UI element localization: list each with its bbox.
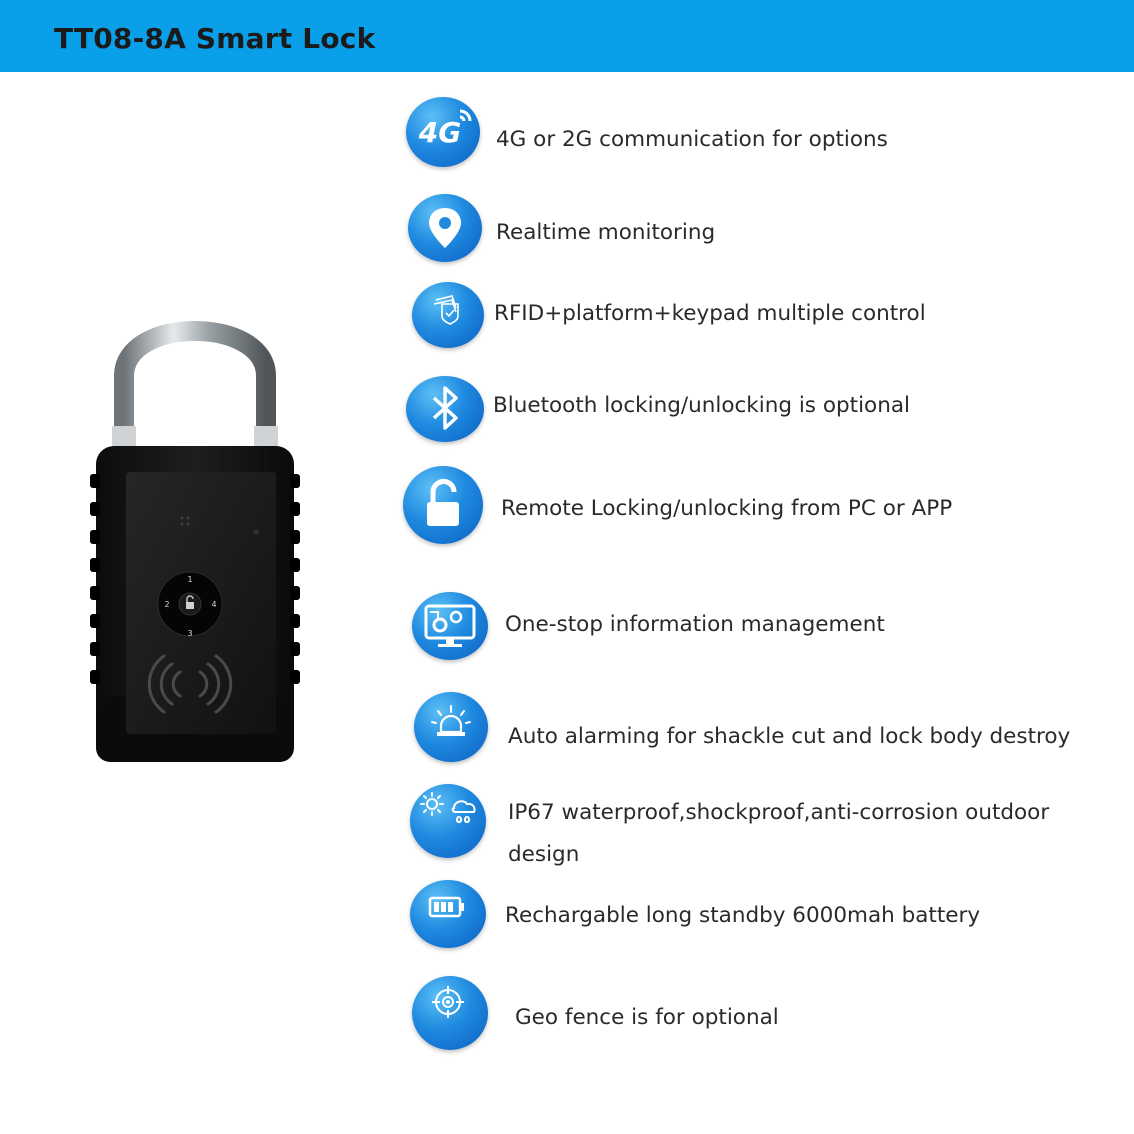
- smart-lock-product-image: [90, 296, 300, 766]
- keypad-key-4: 4: [211, 600, 217, 609]
- open-padlock-icon: [403, 466, 483, 544]
- keypad-key-3: 3: [187, 629, 193, 638]
- monitor-gears-icon: [412, 592, 488, 660]
- feature-text-battery: Rechargable long standby 6000mah battery: [505, 903, 981, 928]
- feature-text-rfid-control: RFID+platform+keypad multiple control: [494, 301, 926, 326]
- feature-text-geo-fence: Geo fence is for optional: [515, 1005, 779, 1030]
- feature-text-4g: 4G or 2G communication for options: [496, 127, 888, 152]
- feature-text-ip67: IP67 waterproof,shockproof,anti-corrosion outdoor design: [508, 800, 1050, 867]
- feature-text-auto-alarming: Auto alarming for shackle cut and lock body destroy: [508, 724, 1071, 749]
- feature-text-remote-locking: Remote Locking/unlocking from PC or APP: [501, 496, 953, 521]
- weather-icon: [410, 784, 486, 858]
- bluetooth-icon: [406, 376, 484, 442]
- geo-fence-target-icon: [412, 976, 488, 1050]
- feature-text-bluetooth: Bluetooth locking/unlocking is optional: [493, 393, 910, 418]
- keypad-key-1: 1: [187, 575, 193, 584]
- feature-text-realtime-monitoring: Realtime monitoring: [496, 220, 716, 245]
- 4g-badge-text: 4G: [418, 116, 462, 149]
- 4g-icon: [406, 97, 480, 167]
- header-bar: [0, 0, 1134, 72]
- rfid-card-icon: [412, 282, 484, 348]
- feature-text-information-management: One-stop information management: [505, 612, 885, 637]
- keypad-key-2: 2: [164, 600, 170, 609]
- page-title: TT08-8A Smart Lock: [54, 22, 376, 55]
- battery-icon: [410, 880, 486, 948]
- location-pin-icon: [408, 194, 482, 262]
- alarm-siren-icon: [414, 692, 488, 762]
